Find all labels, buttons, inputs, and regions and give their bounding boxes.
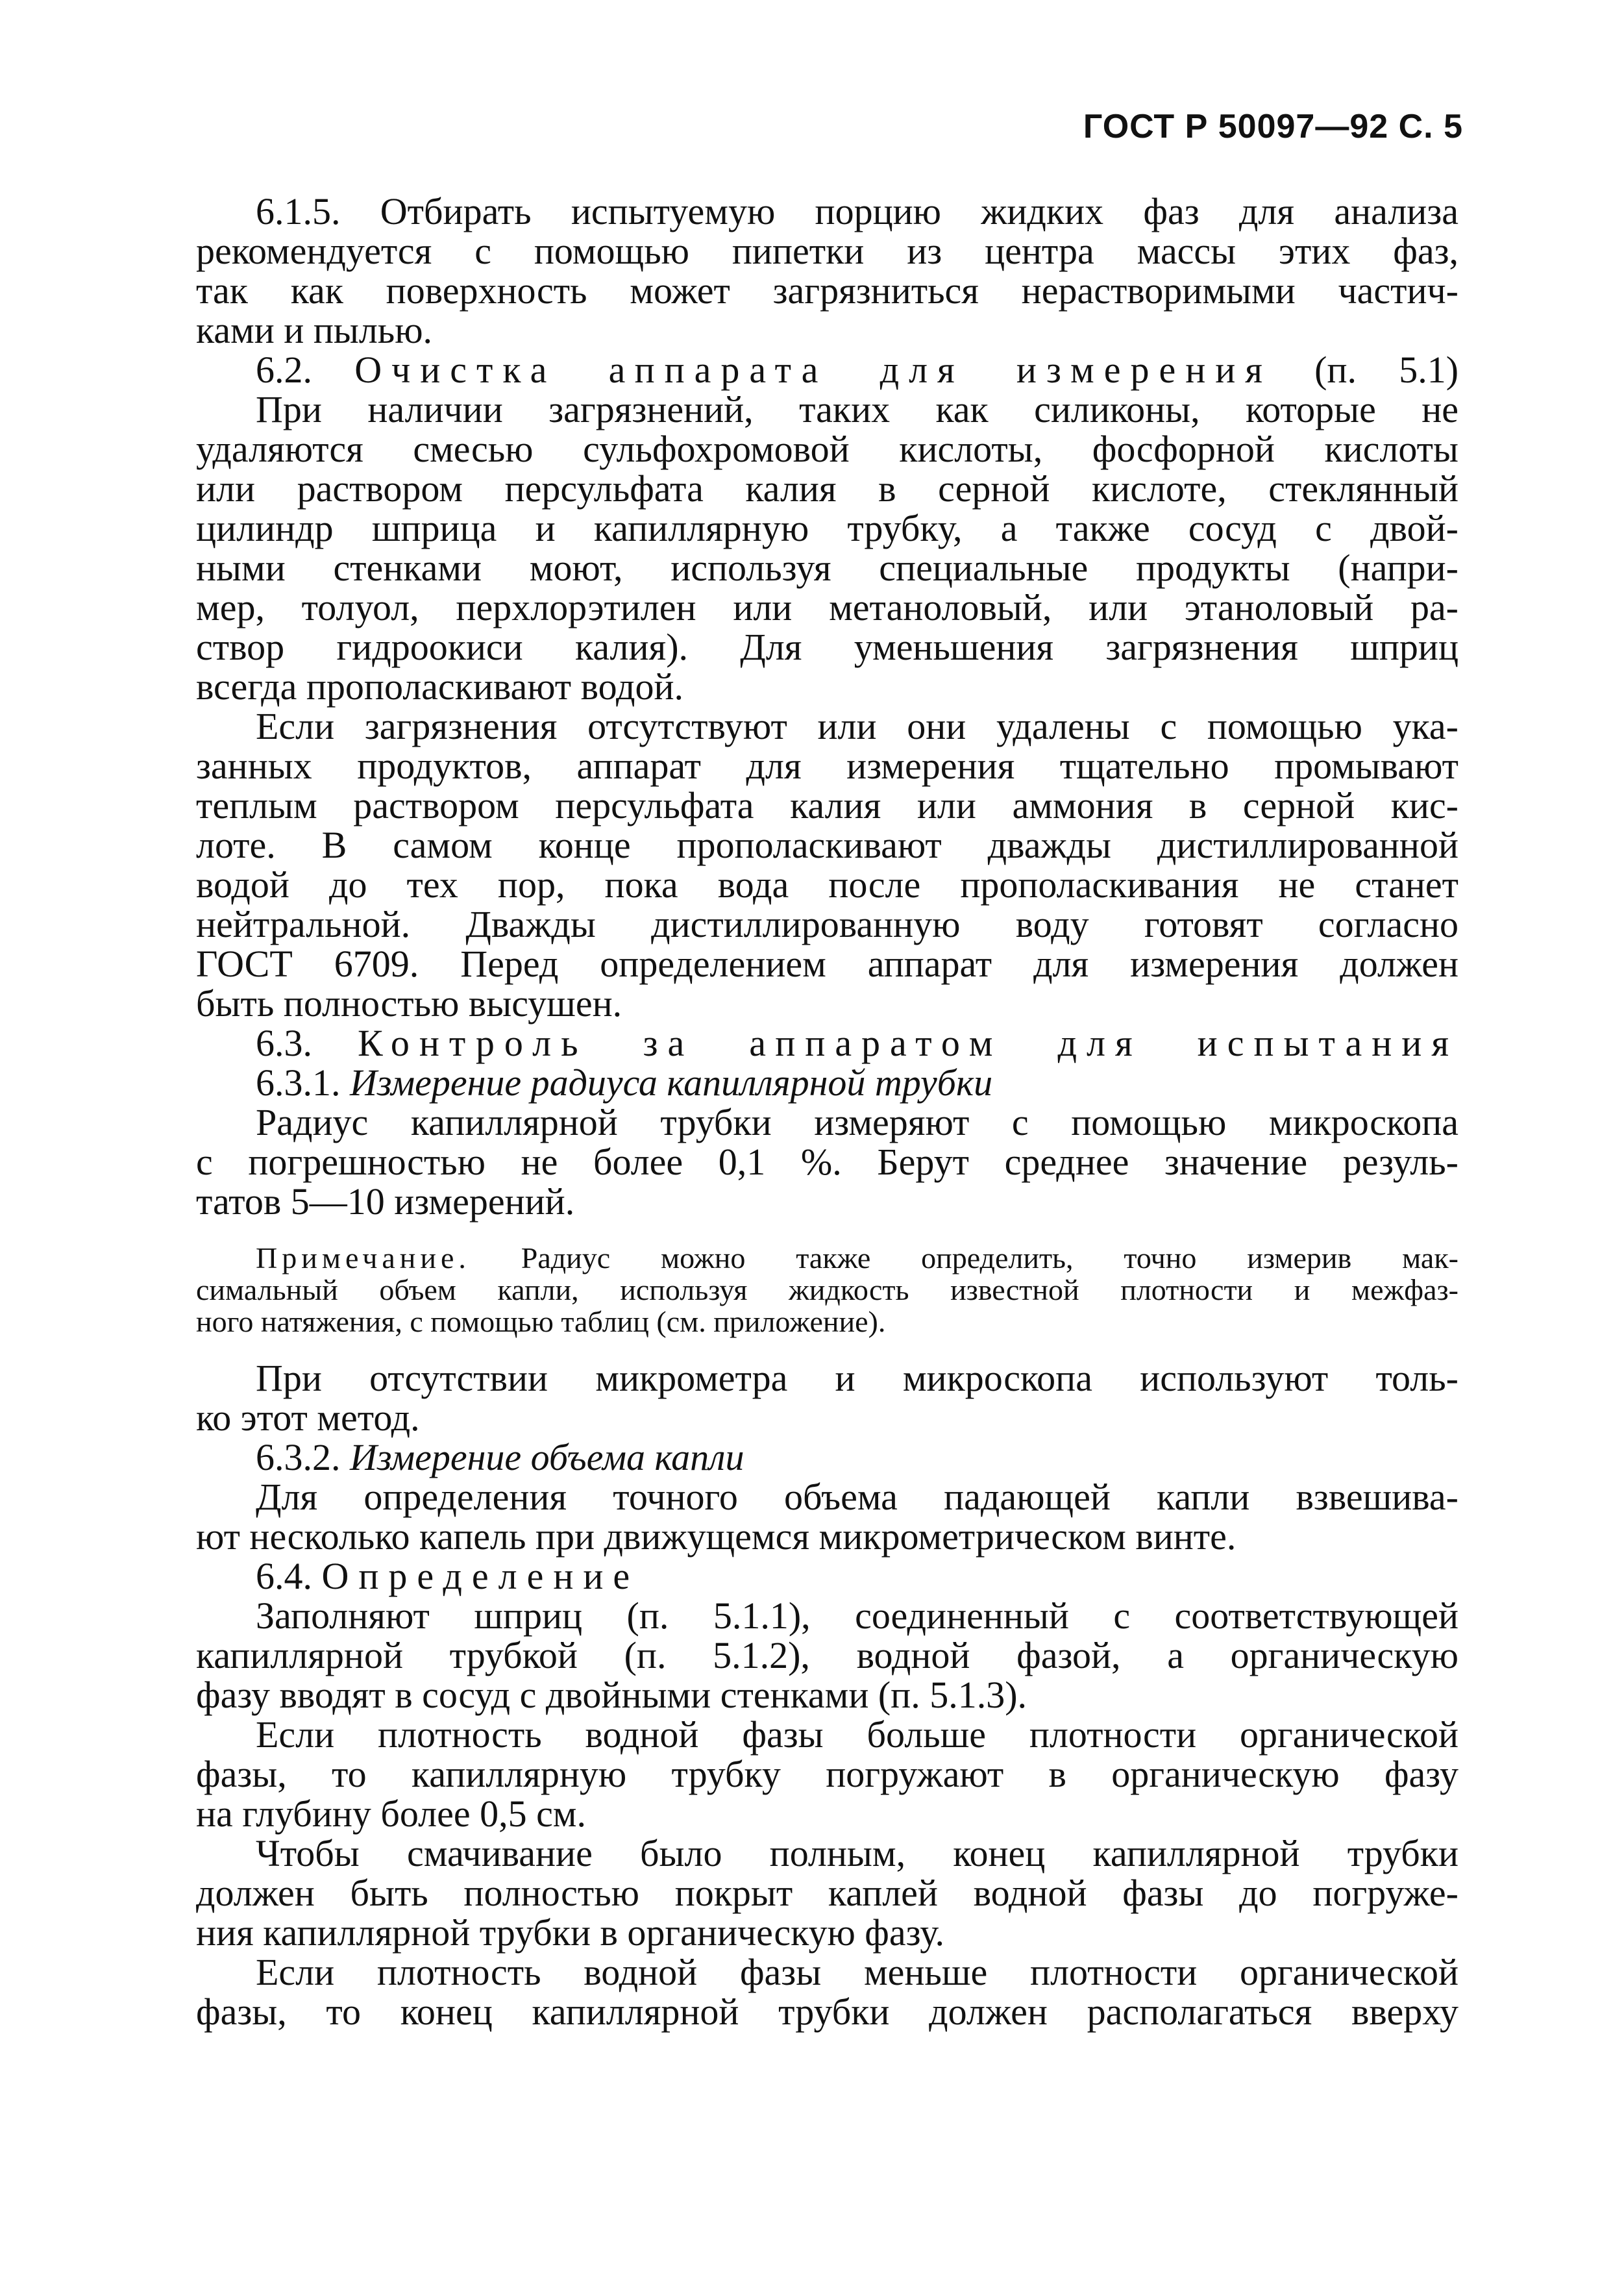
section-title: Измерение объема капли [350, 1436, 744, 1478]
text-line: фазы, то капиллярную трубку погружают в органическую фазу [196, 1753, 1458, 1795]
paragraph-6-4-c [196, 1833, 1458, 1952]
paragraph-6-4-a [196, 1596, 1458, 1715]
section-title: Контроль за аппаратом для испытания [358, 1022, 1459, 1064]
text-line: ют несколько капель при движущемся микрометрическом винте. [196, 1515, 1236, 1558]
text-line: ния капиллярной трубки в органическую фазу. [196, 1911, 945, 1954]
text-line: Заполняют шприц (п. 5.1.1), соединенный с соответствующей [256, 1595, 1458, 1637]
text-line: ными стенками моют, используя специальные продукты (напри- [196, 547, 1458, 589]
text-line: занных продуктов, аппарат для измерения тщательно промывают [196, 745, 1458, 787]
paragraph-6-3-1-b [196, 1358, 1458, 1437]
note-text: Радиус можно также определить, точно измерив мак- [521, 1241, 1458, 1274]
paragraph-6-2-b [196, 706, 1458, 1023]
text-line: цилиндр шприца и капиллярную трубку, а также сосуд с двой- [196, 507, 1458, 549]
text-line: Если плотность водной фазы меньше плотности органической [256, 1951, 1458, 1993]
text-line: фазы, то конец капиллярной трубки должен располагаться вверху [196, 1991, 1458, 2033]
section-number: 6.3. [256, 1022, 312, 1064]
text-line: ками и пылью. [196, 309, 433, 351]
text-line: 6.1.5. Отбирать испытуемую порцию жидких фаз для анализа [256, 190, 1458, 232]
text-line: рекомендуется с помощью пипетки из центра массы этих фаз, [196, 230, 1458, 272]
text-line: нейтральной. Дважды дистиллированную воду готовят согласно [196, 903, 1458, 945]
text-line: капиллярной трубкой (п. 5.1.2), водной фазой, а органическую [196, 1634, 1458, 1676]
text-line: татов 5—10 измерений. [196, 1180, 575, 1223]
text-line: Радиус капиллярной трубки измеряют с помощью микроскопа [256, 1101, 1458, 1143]
page-header: ГОСТ Р 50097—92 С. 5 [1083, 108, 1463, 145]
section-title: Измерение радиуса капиллярной трубки [350, 1062, 993, 1104]
note-line: ного натяжения, с помощью таблиц (см. приложение). [196, 1305, 886, 1338]
section-title: Очистка аппарата для измерения [354, 349, 1272, 391]
text-line: должен быть полностью покрыт каплей водной фазы до погруже- [196, 1872, 1458, 1914]
text-line: При отсутствии микрометра и микроскопа используют толь- [256, 1357, 1458, 1399]
section-title: Определение [321, 1555, 640, 1597]
note-label: Примечание. [256, 1241, 471, 1274]
section-heading-6-4 [196, 1556, 1458, 1596]
text-line: лоте. В самом конце прополаскивают дважды дистиллированной [196, 824, 1458, 866]
text-line: фазу вводят в сосуд с двойными стенками (п. 5.1.3). [196, 1674, 1027, 1716]
text-line: всегда прополаскивают водой. [196, 665, 683, 708]
text-line: водой до тех пор, пока вода после прополаскивания не станет [196, 863, 1458, 906]
text-line: с погрешностью не более 0,1 %. Берут среднее значение резуль- [196, 1141, 1458, 1183]
section-number: 6.2. [256, 349, 312, 391]
text-line: быть полностью высушен. [196, 982, 622, 1025]
text-line: на глубину более 0,5 см. [196, 1793, 587, 1835]
text-line: или раствором персульфата калия в серной кислоте, стеклянный [196, 467, 1458, 510]
paragraph-6-1-5 [196, 192, 1458, 350]
text-line: Если загрязнения отсутствуют или они удалены с помощью ука- [256, 705, 1458, 747]
text-line: ко этот метод. [196, 1397, 420, 1439]
paragraph-6-3-1 [196, 1102, 1458, 1221]
section-number: 6.3.2. [256, 1436, 341, 1478]
text-line: мер, толуол, перхлорэтилен или метаноловый, или этаноловый ра- [196, 586, 1458, 628]
subsection-heading-6-3-1 [196, 1063, 1458, 1102]
paragraph-6-4-b [196, 1715, 1458, 1833]
section-heading-6-3 [196, 1023, 1458, 1063]
text-line: удаляются смесью сульфохромовой кислоты, фосфорной кислоты [196, 428, 1458, 470]
section-heading-6-2 [196, 350, 1458, 390]
paragraph-6-2-a [196, 390, 1458, 706]
document-body [196, 192, 1458, 2031]
text-line: Чтобы смачивание было полным, конец капиллярной трубки [256, 1832, 1458, 1874]
subsection-heading-6-3-2 [196, 1437, 1458, 1477]
section-reference: (п. 5.1) [1314, 349, 1459, 391]
note-block [196, 1242, 1458, 1337]
section-number: 6.4. [256, 1555, 312, 1597]
paragraph-6-4-d [196, 1952, 1458, 2031]
paragraph-6-3-2 [196, 1477, 1458, 1556]
text-line: створ гидроокиси калия). Для уменьшения загрязнения шприц [196, 626, 1458, 668]
text-line: ГОСТ 6709. Перед определением аппарат для измерения должен [196, 943, 1458, 985]
text-line: Если плотность водной фазы больше плотности органической [256, 1713, 1458, 1756]
note-line: симальный объем капли, используя жидкость известной плотности и межфаз- [196, 1273, 1458, 1306]
text-line: При наличии загрязнений, таких как силиконы, которые не [256, 388, 1458, 430]
text-line: так как поверхность может загрязниться нерастворимыми частич- [196, 269, 1458, 312]
section-number: 6.3.1. [256, 1062, 341, 1104]
note-line [196, 1242, 1458, 1274]
text-line: Для определения точного объема падающей капли взвешива- [256, 1476, 1458, 1518]
text-line: теплым раствором персульфата калия или аммония в серной кис- [196, 784, 1458, 826]
